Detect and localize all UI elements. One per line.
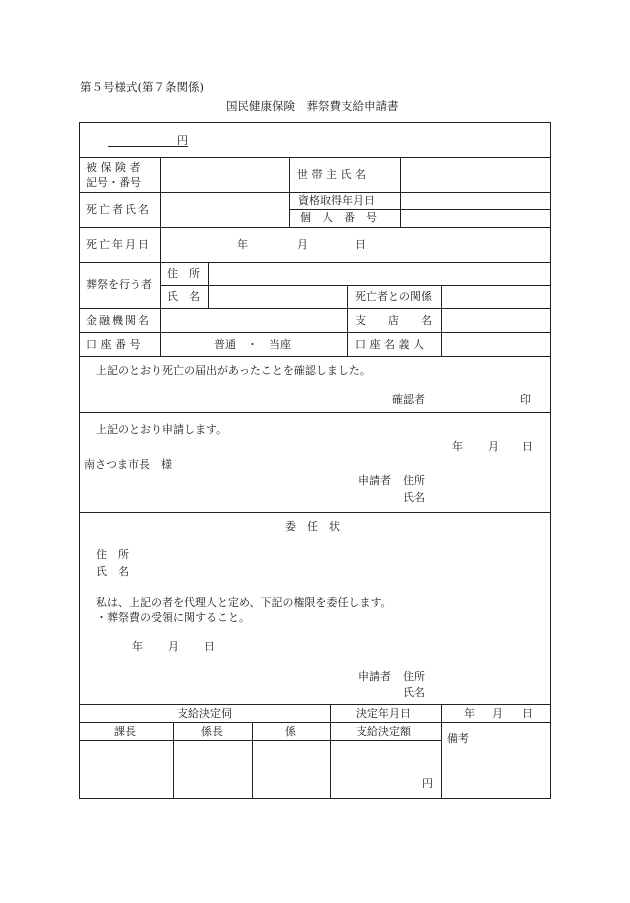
household-head-label: 世 帯 主 氏 名 xyxy=(297,168,366,181)
delegation-applicant-name-label: 氏名 xyxy=(403,686,425,699)
rule xyxy=(347,285,348,356)
application-month: 月 xyxy=(488,440,499,453)
rule xyxy=(79,722,551,723)
organizer-address-label: 住 所 xyxy=(167,267,200,280)
deceased-name-label: 死亡者氏名 xyxy=(86,203,151,216)
personal-number-field[interactable] xyxy=(401,210,550,226)
addressee: 南さつま市長 様 xyxy=(84,458,172,471)
organizer-address-field[interactable] xyxy=(209,263,550,284)
subsection-chief-label: 係長 xyxy=(201,725,223,738)
section-chief-seal-box[interactable] xyxy=(80,741,172,798)
relation-label: 死亡者との関係 xyxy=(355,290,432,303)
bank-institution-field[interactable] xyxy=(161,309,346,331)
insured-number-field[interactable] xyxy=(161,158,288,191)
amount-underline[interactable] xyxy=(108,146,188,147)
delegation-applicant-label: 申請者 xyxy=(358,670,391,683)
delegation-title: 委 任 状 xyxy=(285,520,340,533)
confirmation-text: 上記のとおり死亡の届出があったことを確認しました。 xyxy=(96,364,371,377)
decided-amount-unit: 円 xyxy=(422,777,433,790)
rule xyxy=(79,704,551,705)
decision-inquiry-label: 支給決定伺 xyxy=(177,707,232,720)
decision-year: 年 xyxy=(464,707,475,720)
amount-unit: 円 xyxy=(177,134,188,147)
application-text: 上記のとおり申請します。 xyxy=(96,423,228,436)
confirmer-label: 確認者 xyxy=(392,393,425,406)
rule xyxy=(79,227,551,228)
qualification-date-field[interactable] xyxy=(401,193,550,208)
decided-amount-label: 支給決定額 xyxy=(356,725,411,738)
decision-day: 日 xyxy=(522,707,533,720)
delegation-applicant-address-label: 住所 xyxy=(403,670,425,683)
application-year: 年 xyxy=(452,440,463,453)
remarks-label: 備考 xyxy=(447,732,469,745)
form-number: 第５号様式(第７条関係) xyxy=(80,80,204,94)
death-date-year: 年 xyxy=(237,238,248,251)
decided-amount-field[interactable] xyxy=(331,741,440,798)
delegation-text-line1: 私は、上記の者を代理人と定め、下記の権限を委任します。 xyxy=(96,596,392,609)
decision-date-label: 決定年月日 xyxy=(356,707,411,720)
delegation-month: 月 xyxy=(168,640,179,653)
applicant-label: 申請者 xyxy=(358,474,391,487)
delegation-text-line2: ・葬祭費の受領に関すること。 xyxy=(96,611,250,624)
decision-month: 月 xyxy=(492,707,503,720)
subsection-chief-seal-box[interactable] xyxy=(174,741,251,798)
delegate-name-label: 氏 名 xyxy=(96,565,129,578)
applicant-name-label: 氏名 xyxy=(403,491,425,504)
rule xyxy=(289,157,290,227)
bank-institution-label: 金融機関名 xyxy=(86,314,151,327)
seal-mark: 印 xyxy=(520,393,531,406)
account-number-label: 口 座 番 号 xyxy=(86,338,141,351)
delegation-day: 日 xyxy=(204,640,215,653)
delegate-address-label: 住 所 xyxy=(96,548,129,561)
personal-number-label: 個 人 番 号 xyxy=(300,211,377,224)
death-date-day: 日 xyxy=(355,238,366,251)
application-day: 日 xyxy=(522,440,533,453)
staff-label: 係 xyxy=(285,725,296,738)
organizer-label: 葬祭を行う者 xyxy=(86,278,152,291)
insured-label-line2: 記号・番号 xyxy=(86,176,141,189)
rule xyxy=(79,356,551,357)
delegation-year: 年 xyxy=(132,640,143,653)
branch-label: 支 店 名 xyxy=(355,314,432,327)
form-title: 国民健康保険 葬祭費支給申請書 xyxy=(226,99,399,113)
rule xyxy=(441,704,442,799)
staff-seal-box[interactable] xyxy=(253,741,329,798)
account-type[interactable]: 普通 ・ 当座 xyxy=(214,338,291,351)
rule xyxy=(79,412,551,413)
deceased-name-field[interactable] xyxy=(161,193,288,226)
applicant-address-label: 住所 xyxy=(403,474,425,487)
qualification-date-label: 資格取得年月日 xyxy=(298,194,375,207)
organizer-name-field[interactable] xyxy=(209,286,346,307)
branch-field[interactable] xyxy=(442,309,550,331)
account-holder-label: 口 座 名 義 人 xyxy=(355,338,424,351)
organizer-name-label: 氏 名 xyxy=(167,290,200,303)
death-date-label: 死亡年月日 xyxy=(86,238,151,251)
insured-label-line1: 被 保 険 者 xyxy=(86,161,141,174)
account-holder-field[interactable] xyxy=(442,333,550,355)
household-head-field[interactable] xyxy=(401,158,550,191)
death-date-month: 月 xyxy=(297,238,308,251)
section-chief-label: 課長 xyxy=(114,725,136,738)
rule xyxy=(79,512,551,513)
relation-field[interactable] xyxy=(442,286,550,307)
